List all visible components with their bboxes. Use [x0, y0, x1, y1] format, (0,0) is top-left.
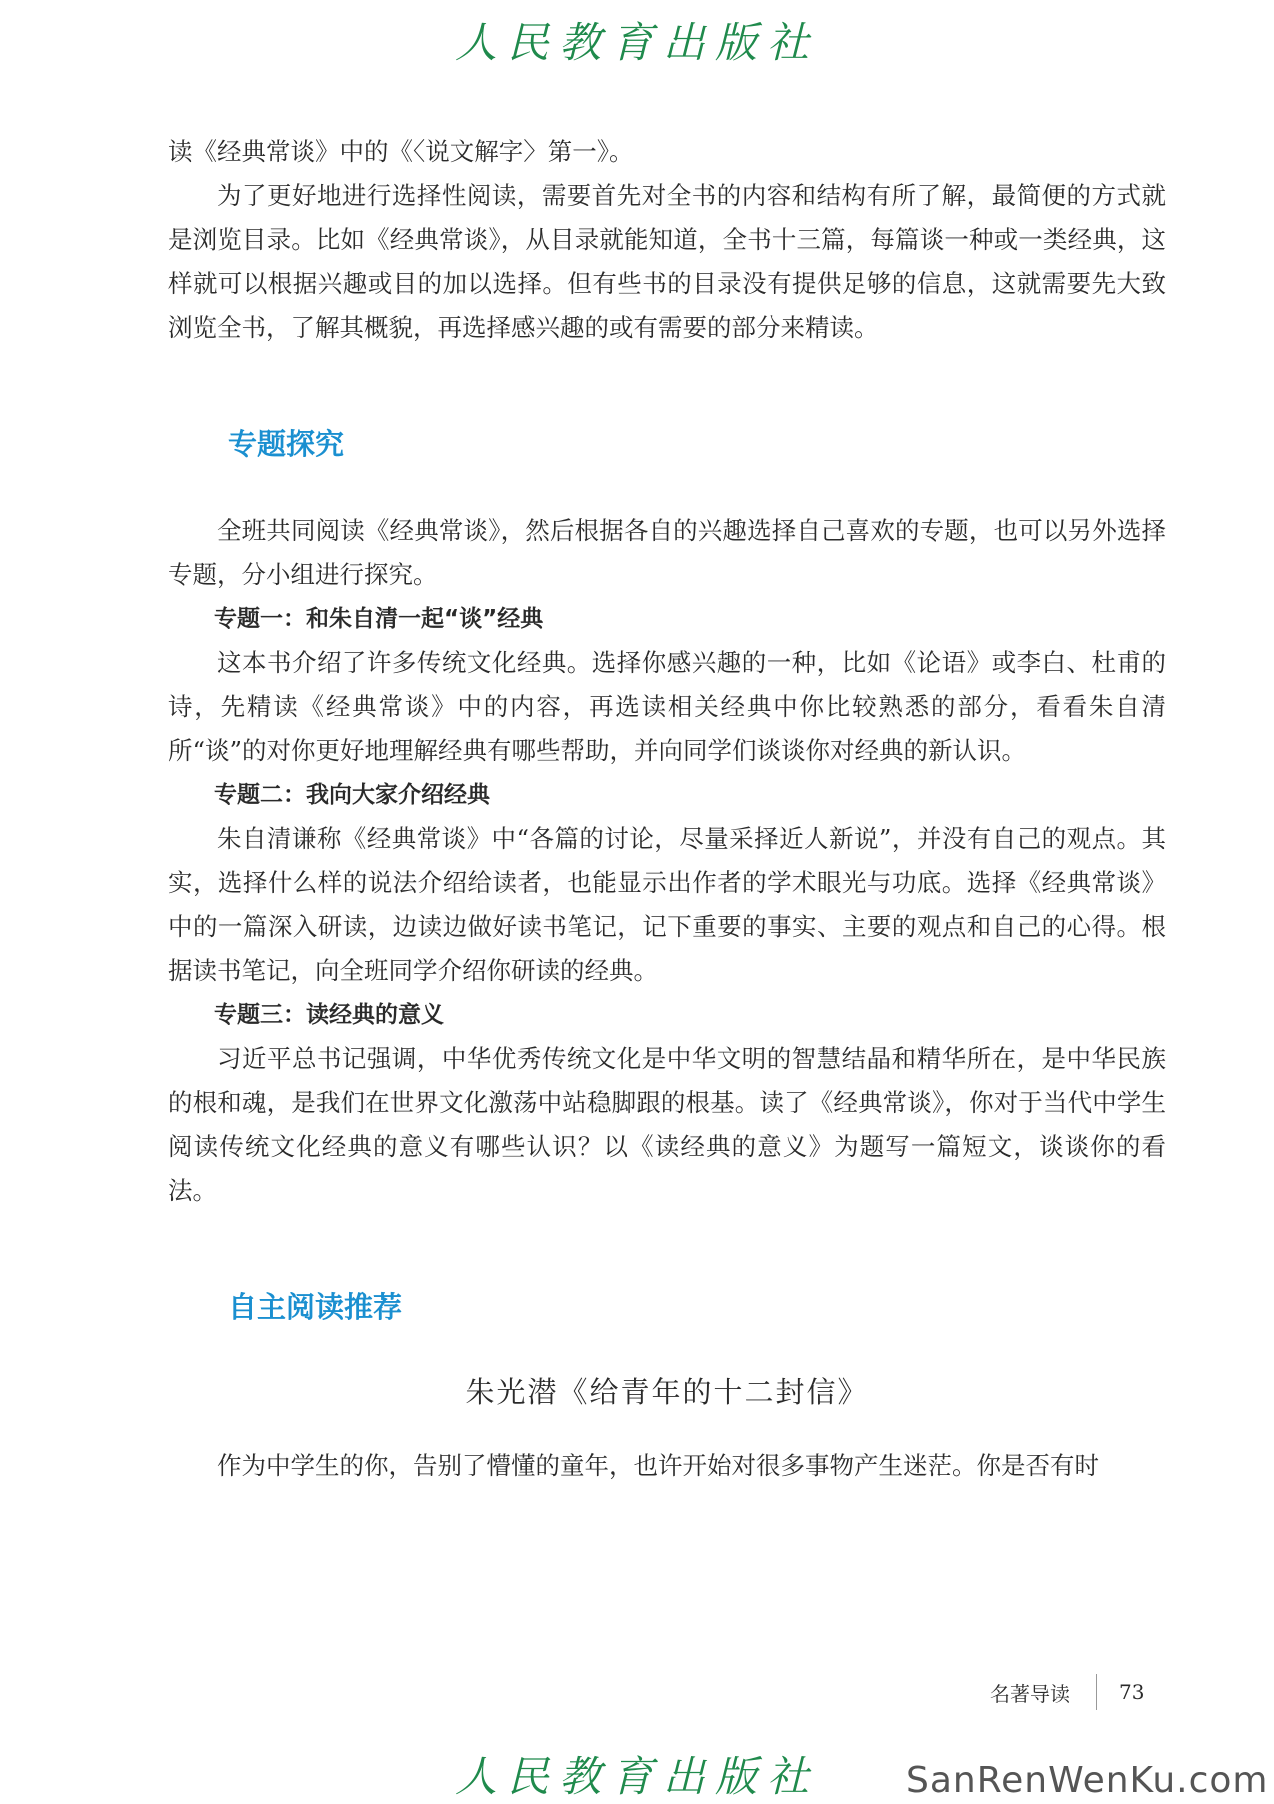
topic-2-body: 朱自清谦称《经典常谈》中“各篇的讨论，尽量采择近人新说”，并没有自己的观点。其实，选择什么样的说法介绍给读者，也能显示出作者的学术眼光与功底。选择《经典常谈》中的一篇深入研读，边读边做好读书笔记，记下重要的事实、主要的观点和自己的心得。根据读书笔记，向全班同学介绍你研读的经典。 — [168, 824, 1166, 985]
topic-3-heading: 专题三：读经典的意义 — [214, 1002, 444, 1028]
topics-intro: 全班共同阅读《经典常谈》，然后根据各自的兴趣选择自己喜欢的专题，也可以另外选择专题，分小组进行探究。 — [168, 516, 1166, 589]
publisher-logo-bottom: 人民教育出版社 — [454, 1752, 819, 1801]
topic-1-heading: 专题一：和朱自清一起“谈”经典 — [214, 606, 544, 632]
footer-book-name: 名著导读 — [990, 1681, 1070, 1706]
intro-paragraph-1: 读《经典常谈》中的《〈说文解字〉第一》。 — [168, 137, 634, 166]
topic-1-body: 这本书介绍了许多传统文化经典。选择你感兴趣的一种，比如《论语》或李白、杜甫的诗，先精读《经典常谈》中的内容，再选读相关经典中你比较熟悉的部分，看看朱自清所“谈”的对你更好地理解经典有哪些帮助，并向同学们谈谈你对经典的新认识。 — [168, 648, 1166, 765]
topic-3-body: 习近平总书记强调，中华优秀传统文化是中华文明的智慧结晶和精华所在，是中华民族的根和魂，是我们在世界文化激荡中站稳脚跟的根基。读了《经典常谈》，你对于当代中学生阅读传统文化经典的意义有哪些认识？以《读经典的意义》为题写一篇短文，谈谈你的看法。 — [168, 1044, 1166, 1205]
recommend-paragraph: 作为中学生的你，告别了懵懂的童年，也许开始对很多事物产生迷茫。你是否有时 — [217, 1451, 1099, 1480]
site-watermark: SanRenWenKu.com — [906, 1760, 1269, 1801]
page-content — [168, 130, 1166, 1488]
footer-divider — [1096, 1674, 1097, 1710]
section-title-recommend: 自主阅读推荐 — [228, 1290, 403, 1324]
page-footer — [990, 1672, 1144, 1712]
intro-paragraph-2: 为了更好地进行选择性阅读，需要首先对全书的内容和结构有所了解，最简便的方式就是浏览目录。比如《经典常谈》，从目录就能知道，全书十三篇，每篇谈一种或一类经典，这样就可以根据兴趣或目的加以选择。但有些书的目录没有提供足够的信息，这就需要先大致浏览全书，了解其概貌，再选择感兴趣的或有需要的部分来精读。 — [168, 181, 1166, 342]
publisher-logo: 人民教育出版社 — [454, 18, 819, 67]
section-title-topics: 专题探究 — [228, 427, 345, 461]
recommended-book-title: 朱光潜《给青年的十二封信》 — [465, 1375, 869, 1409]
topic-2-heading: 专题二：我向大家介绍经典 — [214, 782, 490, 808]
page-number: 73 — [1119, 1680, 1145, 1704]
